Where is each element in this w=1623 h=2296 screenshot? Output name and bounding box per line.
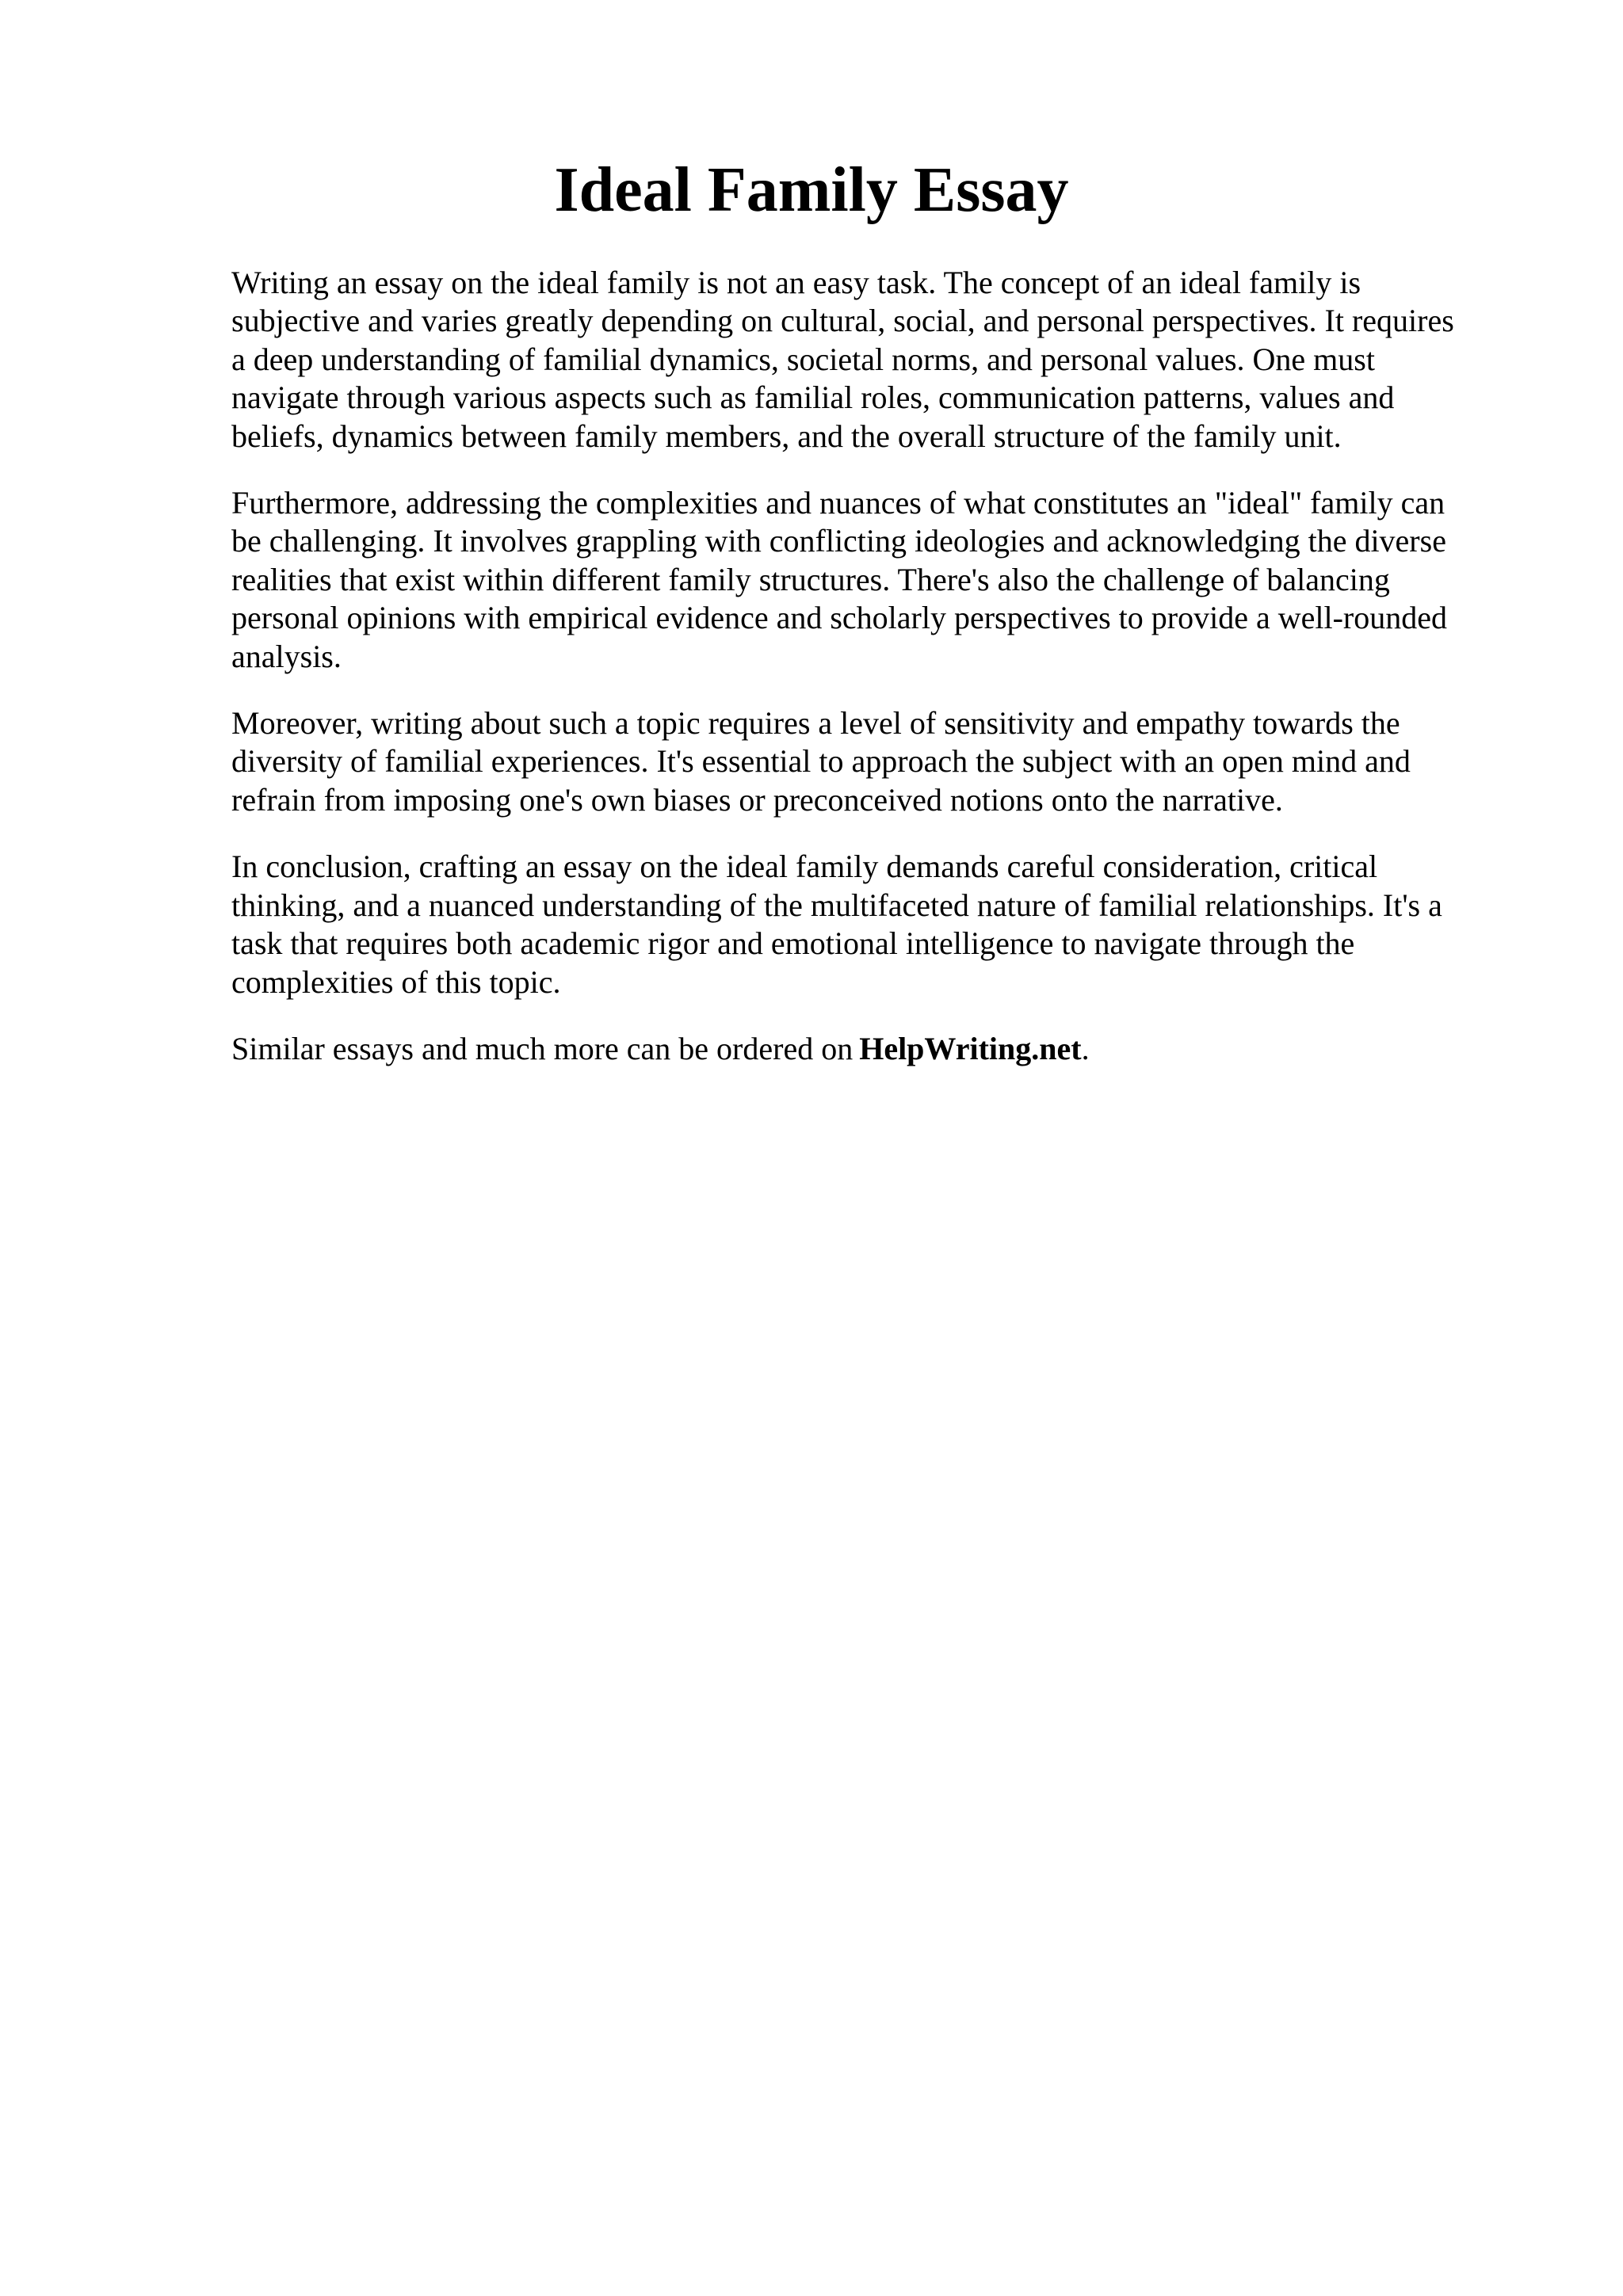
- paragraph-1: [231, 264, 1499, 456]
- text-line: beliefs, dynamics between family members, and the overall structure of the family unit.: [231, 418, 1342, 454]
- text-line: task that requires both academic rigor and emotional intelligence to navigate through the: [231, 925, 1355, 962]
- essay-body: [231, 264, 1499, 1097]
- text-line: realities that exist within different family structures. There's also the challenge of balancing: [231, 561, 1390, 597]
- text-line: navigate through various aspects such as familial roles, communication patterns, values and: [231, 379, 1395, 416]
- closing-text: Similar essays and much more can be ordered on: [231, 1030, 854, 1066]
- paragraph-3: [231, 704, 1499, 819]
- text-line: be challenging. It involves grappling with conflicting ideologies and acknowledging the diverse: [231, 523, 1446, 559]
- paragraph-4: [231, 848, 1499, 1001]
- helpwriting-link[interactable]: HelpWriting.net: [859, 1030, 1082, 1066]
- text-line: subjective and varies greatly depending on cultural, social, and personal perspectives. It requires: [231, 303, 1454, 339]
- page-title: Ideal Family Essay: [554, 155, 1069, 225]
- text-line: analysis.: [231, 638, 342, 674]
- text-line: Moreover, writing about such a topic requires a level of sensitivity and empathy towards the: [231, 705, 1400, 742]
- text-line: Furthermore, addressing the complexities and nuances of what constitutes an "ideal" family can: [231, 485, 1445, 521]
- closing-period: .: [1081, 1030, 1090, 1066]
- text-line: thinking, and a nuanced understanding of the multifaceted nature of familial relationships. It's a: [231, 887, 1442, 923]
- text-line: personal opinions with empirical evidence and scholarly perspectives to provide a well-rounded: [231, 600, 1447, 636]
- text-line: In conclusion, crafting an essay on the ideal family demands careful consideration, critical: [231, 849, 1378, 885]
- text-line: a deep understanding of familial dynamics, societal norms, and personal values. One must: [231, 341, 1375, 377]
- text-line: complexities of this topic.: [231, 963, 561, 1000]
- paragraph-2: [231, 484, 1499, 676]
- text-line: Writing an essay on the ideal family is not an easy task. The concept of an ideal family is: [231, 265, 1361, 300]
- text-line: refrain from imposing one's own biases or preconceived notions onto the narrative.: [231, 781, 1283, 818]
- closing-paragraph: [231, 1030, 1499, 1068]
- text-line: diversity of familial experiences. It's essential to approach the subject with an open mind and: [231, 743, 1411, 780]
